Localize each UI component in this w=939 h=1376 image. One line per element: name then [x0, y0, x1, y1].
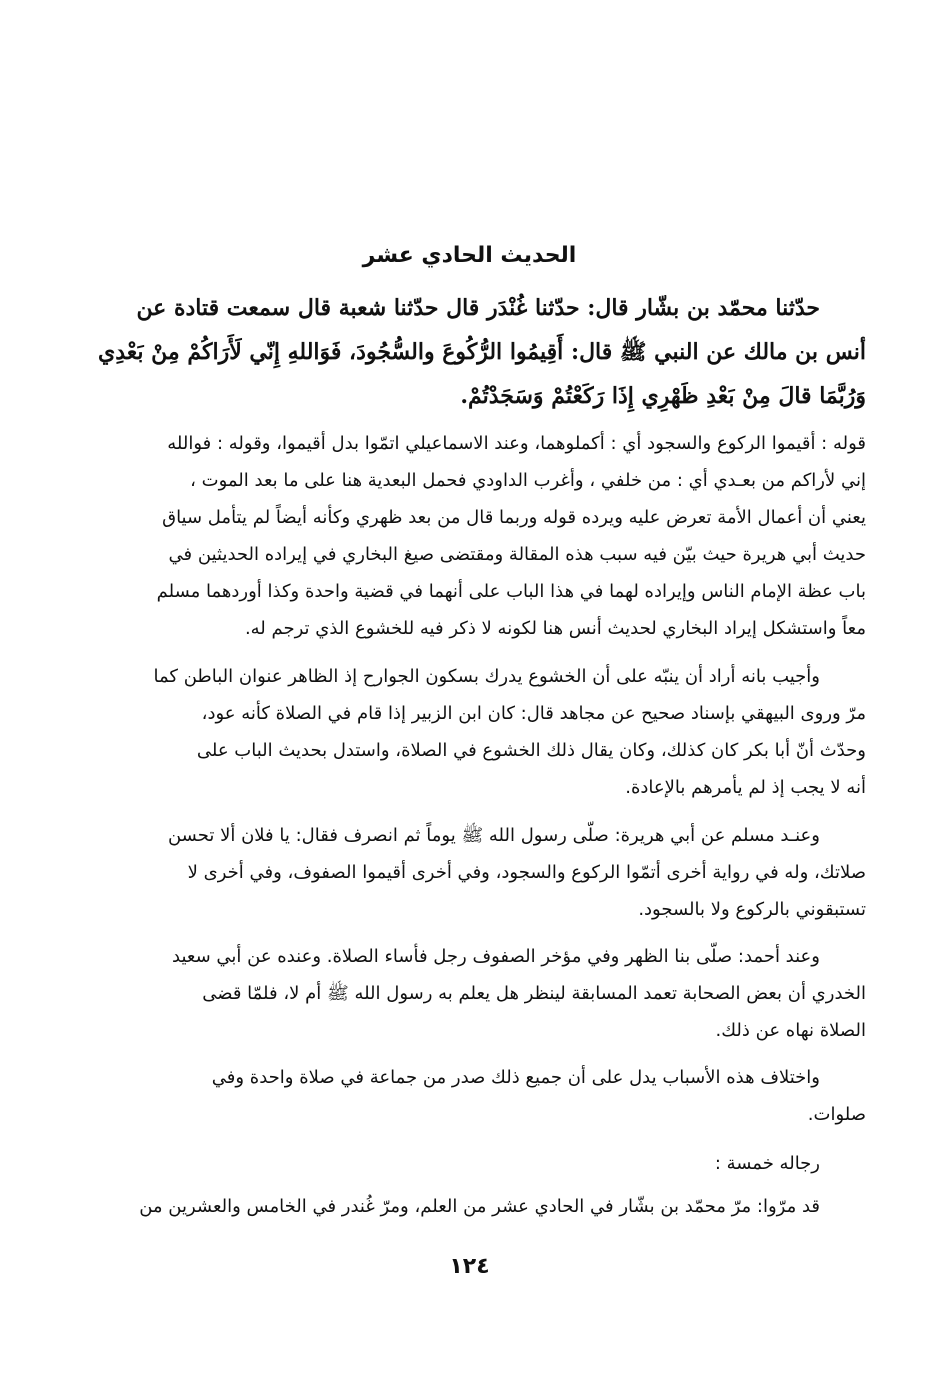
commentary-paragraph	[96, 817, 866, 928]
text-line: إني لأراكم من بعـدي أي : من خلفي ، وأغرب الداودي فحمل البعدية هنا على ما بعد الموت ،	[190, 470, 866, 491]
text-line: وعنـد مسلم عن أبي هريرة: صلّى رسول الله ﷺ يوماً ثم انصرف فقال: يا فلان ألا تحسن	[167, 825, 820, 846]
text-line: مرّ وروى البيهقي بإسناد صحيح عن مجاهد قال: كان ابن الزبير إذا قام في الصلاة كأنه عود،	[201, 703, 866, 724]
text-line: وعند أحمد: صلّى بنا الظهر وفي مؤخر الصفوف رجل فأساء الصلاة. وعنده عن أبي سعيد	[172, 946, 820, 967]
hadith-text	[96, 286, 866, 418]
section-heading	[96, 1145, 866, 1182]
text-line: وأجيب بانه أراد أن ينبّه على أن الخشوع يدرك بسكون الجوارح إذ الظاهر عنوان الباطن كما	[153, 666, 820, 687]
text-line: وحدّث أنّ أبا بكر كان كذلك، وكان يقال ذلك الخشوع في الصلاة، واستدل بحديث الباب على	[196, 740, 866, 761]
text-line: أنه لا يجب إذ لم يأمرهم بالإعادة.	[625, 777, 866, 798]
commentary-paragraph	[96, 425, 866, 647]
hadith-line: أنس بن مالك عن النبي ﷺ قال: أَقِيمُوا الرُّكُوعَ والسُّجُودَ، فَوَاللهِ إِنّي لَأَرَاكُمْ مِنْ بَعْدِي	[97, 339, 866, 365]
commentary-paragraph	[96, 1059, 866, 1133]
text-line: تستبقوني بالركوع ولا بالسجود.	[638, 899, 866, 920]
text-line: رجاله خمسة :	[714, 1153, 820, 1174]
hadith-line: وَرُبَّمَا قالَ مِنْ بَعْدِ ظَهْرِي إِذَا رَكَعْتُمْ وَسَجَدْتُمْ.	[460, 383, 866, 409]
commentary-paragraph	[96, 938, 866, 1049]
page-number: ١٢٤	[449, 1254, 490, 1279]
commentary-paragraph	[96, 1188, 866, 1225]
text-line: يعني أن أعمال الأمة تعرض عليه ويرده قوله وربما قال من بعد ظهري وكأنه أيضاً لم يتأمل سياق	[162, 507, 866, 528]
text-line: صلاتك، وله في رواية أخرى أتمّوا الركوع والسجود، وفي أخرى أقيموا الصفوف، وفي أخرى لا	[187, 862, 866, 883]
text-line: صلوات.	[807, 1104, 866, 1125]
text-line: باب عظة الإمام الناس وإيراده لهما في هذا الباب على أنهما في قضية واحدة وكذا أوردهما مسلم	[156, 581, 866, 602]
chapter-title: الحديث الحادي عشر	[362, 243, 577, 268]
text-line: واختلاف هذه الأسباب يدل على أن جميع ذلك صدر من جماعة في صلاة واحدة وفي	[211, 1067, 820, 1088]
text-line: الصلاة نهاه عن ذلك.	[715, 1020, 866, 1041]
text-line: الخدري أن بعض الصحابة تعمد المسابقة لينظر هل يعلم به رسول الله ﷺ أم لا، فلمّا قضى	[202, 983, 866, 1004]
text-line: قد مرّوا: مرّ محمّد بن بشّار في الحادي عشر من العلم، ومرّ غُندر في الخامس والعشرين من	[139, 1196, 820, 1217]
text-line: معاً واستشكل إيراد البخاري لحديث أنس هنا لكونه لا ذكر فيه للخشوع الذي ترجم له.	[244, 618, 866, 639]
hadith-line: حدّثنا محمّد بن بشّار قال: حدّثنا غُنْدَر قال حدّثنا شعبة قال سمعت قتادة عن	[136, 295, 820, 321]
commentary-paragraph	[96, 658, 866, 806]
text-line: حديث أبي هريرة حيث بيّن فيه سبب هذه المقالة ومقتضى صيغ البخاري في إيراده الحديثين في	[168, 544, 866, 565]
text-line: قوله : أقيموا الركوع والسجود أي : أكملوهما، وعند الاسماعيلي اتمّوا بدل أقيموا، وقوله : فوالله	[167, 433, 866, 454]
